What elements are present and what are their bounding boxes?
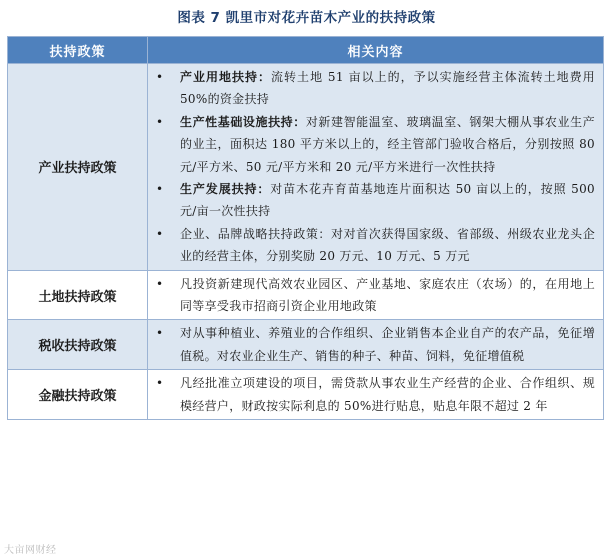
- policy-name-cell: 土地扶持政策: [8, 270, 148, 320]
- header-content: 相关内容: [148, 37, 604, 64]
- list-item: [154, 273, 595, 318]
- policy-name-cell: 金融扶持政策: [8, 370, 148, 420]
- policy-content-cell: [148, 270, 604, 320]
- bullet-icon: •: [156, 114, 164, 129]
- bullet-icon: •: [156, 376, 164, 391]
- item-heading: 生产发展扶持：: [180, 182, 271, 197]
- item-text: 对苗木花卉育苗基地连片面积达 50 亩以上的，按照 500 元/亩一次性扶持: [180, 182, 595, 219]
- policy-item-list: [148, 370, 603, 419]
- item-heading: 产业用地扶持：: [180, 70, 272, 84]
- list-item: [154, 223, 595, 268]
- item-text: 凡经批准立项建设的项目，需贷款从事农业生产经营的企业、合作组织、规模经营户，财政按实际利息的 50%进行贴息，贴息年限不超过 2 年: [180, 376, 595, 413]
- item-text: 企业、品牌战略扶持政策：对对首次获得国家级、省部级、州级农业龙头企业的经营主体，分别奖励 20 万元、10 万元、5 万元: [180, 226, 595, 264]
- list-item: [154, 178, 595, 223]
- bullet-icon: •: [156, 276, 164, 291]
- header-row: [8, 37, 604, 64]
- policy-table: [7, 36, 604, 420]
- table-body: [8, 64, 604, 420]
- item-text: 对新建智能温室、玻璃温室、钢架大棚从事农业生产的业主，面积达 180 平方米以上的，经主管部门验收合格后，分别按照 80 元/平方米、50 元/平方米和 20 元/平方米进行一次性扶持: [180, 114, 595, 174]
- list-item: [154, 66, 595, 111]
- table-row: [8, 64, 604, 271]
- bullet-icon: •: [156, 182, 164, 197]
- policy-content-cell: [148, 64, 604, 271]
- item-text: 对从事种植业、养殖业的合作组织、企业销售本企业自产的农产品，免征增值税。对农业企业生产、销售的种子、种苗、饲料，免征增值税: [180, 326, 595, 363]
- bullet-icon: •: [156, 70, 164, 84]
- list-item: [154, 372, 595, 417]
- policy-name-cell: 产业扶持政策: [8, 64, 148, 271]
- policy-item-list: [148, 64, 603, 270]
- table-row: [8, 370, 604, 420]
- table-title: 图表 7 凯里市对花卉苗木产业的扶持政策: [177, 10, 436, 26]
- watermark: 大亩网财经: [4, 545, 57, 556]
- list-item: [154, 322, 595, 367]
- policy-content-cell: [148, 370, 604, 420]
- policy-name-cell: 税收扶持政策: [8, 320, 148, 370]
- policy-item-list: [148, 271, 603, 320]
- table-row: [8, 270, 604, 320]
- item-heading: 生产性基础设施扶持：: [180, 114, 306, 129]
- bullet-icon: •: [156, 326, 164, 341]
- table-row: [8, 320, 604, 370]
- list-item: [154, 111, 595, 178]
- bullet-icon: •: [156, 226, 164, 241]
- header-policy: 扶持政策: [8, 37, 148, 64]
- item-text: 凡投资新建现代高效农业园区、产业基地、家庭农庄（农场）的，在用地上同等享受我市招商引资企业用地政策: [180, 276, 595, 314]
- policy-content-cell: [148, 320, 604, 370]
- policy-item-list: [148, 320, 603, 369]
- item-text: 流转土地 51 亩以上的，予以实施经营主体流转土地费用50%的资金扶持: [180, 70, 595, 107]
